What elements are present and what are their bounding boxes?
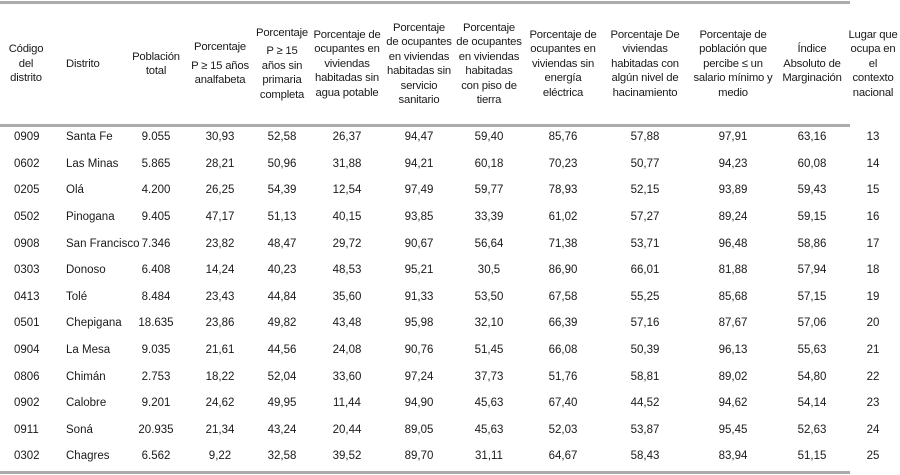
cell-piso-tierra: 45,63 xyxy=(474,397,504,410)
cell-indice: 51,15 xyxy=(797,450,827,463)
cell-indice: 58,86 xyxy=(797,237,827,250)
cell-codigo: 0205 xyxy=(14,184,40,197)
cell-analfabeta: 24,62 xyxy=(205,397,235,410)
cell-analfabeta: 23,82 xyxy=(205,237,235,250)
cell-poblacion: 9.035 xyxy=(141,344,171,357)
cell-poblacion: 9.405 xyxy=(141,211,171,224)
cell-distrito: Donoso xyxy=(66,264,106,277)
cell-lugar: 18 xyxy=(866,264,880,277)
cell-sin-energia: 86,90 xyxy=(548,264,578,277)
cell-salario: 89,24 xyxy=(718,211,748,224)
cell-hacinamiento: 53,87 xyxy=(630,423,660,436)
cell-sin-primaria: 44,84 xyxy=(267,290,297,303)
cell-piso-tierra: 32,10 xyxy=(474,317,504,330)
cell-sin-agua: 20,44 xyxy=(332,423,362,436)
header-sin-energia: Porcentaje de ocupantes en viviendas sin energía eléctrica xyxy=(529,28,597,99)
cell-salario: 89,02 xyxy=(718,370,748,383)
cell-piso-tierra: 53,50 xyxy=(474,290,504,303)
table-row xyxy=(0,390,900,417)
cell-sin-agua: 33,60 xyxy=(332,370,362,383)
cell-hacinamiento: 44,52 xyxy=(630,397,660,410)
cell-piso-tierra: 37,73 xyxy=(474,370,504,383)
cell-sin-agua: 48,53 xyxy=(332,264,362,277)
cell-sin-energia: 66,39 xyxy=(548,317,578,330)
cell-hacinamiento: 50,39 xyxy=(630,344,660,357)
cell-analfabeta: 14,24 xyxy=(205,264,235,277)
cell-poblacion: 4.200 xyxy=(141,184,171,197)
cell-piso-tierra: 56,64 xyxy=(474,237,504,250)
table-row xyxy=(0,363,900,390)
cell-distrito: Pinogana xyxy=(66,211,115,224)
header-codigo: Código del distrito xyxy=(8,43,44,85)
cell-lugar: 23 xyxy=(866,397,880,410)
header-hacinamiento: Porcentaje De viviendas habitadas con algún nivel de hacinamiento xyxy=(610,28,680,99)
cell-sin-sanitario: 90,67 xyxy=(404,237,434,250)
cell-hacinamiento: 52,15 xyxy=(630,184,660,197)
cell-salario: 96,13 xyxy=(718,344,748,357)
table-row xyxy=(0,337,900,364)
cell-distrito: Santa Fe xyxy=(66,131,113,144)
cell-distrito: Chagres xyxy=(66,450,110,463)
cell-poblacion: 9.201 xyxy=(141,397,171,410)
cell-sin-sanitario: 90,76 xyxy=(404,344,434,357)
cell-sin-primaria: 50,96 xyxy=(267,157,297,170)
cell-sin-primaria: 43,24 xyxy=(267,423,297,436)
header-sin-sanitario: Porcentaje de ocupantes en viviendas habitadas sin servicio sanitario xyxy=(386,21,452,106)
cell-sin-energia: 67,58 xyxy=(548,290,578,303)
cell-sin-agua: 29,72 xyxy=(332,237,362,250)
table-row xyxy=(0,443,900,470)
header-poblacion: Población total xyxy=(132,50,180,77)
header-indice: Índice Absoluto de Marginación xyxy=(782,43,842,85)
marginalization-table xyxy=(0,4,900,470)
cell-codigo: 0908 xyxy=(14,237,40,250)
header-row xyxy=(0,4,900,124)
cell-sin-sanitario: 93,85 xyxy=(404,211,434,224)
table-row xyxy=(0,204,900,231)
cell-piso-tierra: 59,40 xyxy=(474,131,504,144)
cell-sin-primaria: 44,56 xyxy=(267,344,297,357)
header-piso-tierra: Porcentaje de ocupantes en viviendas habitadas con piso de tierra xyxy=(456,21,522,106)
cell-sin-energia: 66,08 xyxy=(548,344,578,357)
cell-codigo: 0602 xyxy=(14,157,40,170)
cell-analfabeta: 28,21 xyxy=(205,157,235,170)
cell-piso-tierra: 30,5 xyxy=(477,264,501,277)
cell-sin-energia: 64,67 xyxy=(548,450,578,463)
cell-sin-energia: 51,76 xyxy=(548,370,578,383)
cell-hacinamiento: 66,01 xyxy=(630,264,660,277)
cell-poblacion: 6.562 xyxy=(141,450,171,463)
cell-sin-sanitario: 97,24 xyxy=(404,370,434,383)
cell-sin-primaria: 52,58 xyxy=(267,131,297,144)
cell-piso-tierra: 51,45 xyxy=(474,344,504,357)
cell-distrito: Soná xyxy=(66,423,93,436)
cell-sin-primaria: 51,13 xyxy=(267,211,297,224)
table-row xyxy=(0,257,900,284)
cell-lugar: 25 xyxy=(866,450,880,463)
cell-sin-sanitario: 94,47 xyxy=(404,131,434,144)
cell-indice: 59,15 xyxy=(797,211,827,224)
cell-poblacion: 2.753 xyxy=(141,370,171,383)
cell-sin-sanitario: 95,21 xyxy=(404,264,434,277)
cell-distrito: Chepigana xyxy=(66,317,122,330)
cell-poblacion: 7.346 xyxy=(141,237,171,250)
cell-indice: 52,63 xyxy=(797,423,827,436)
cell-salario: 94,62 xyxy=(718,397,748,410)
cell-indice: 63,16 xyxy=(797,131,827,144)
cell-lugar: 16 xyxy=(866,211,880,224)
cell-lugar: 15 xyxy=(866,184,880,197)
header-distrito: Distrito xyxy=(66,57,100,70)
cell-sin-agua: 24,08 xyxy=(332,344,362,357)
cell-sin-primaria: 32,58 xyxy=(267,450,297,463)
cell-analfabeta: 21,61 xyxy=(205,344,235,357)
cell-sin-energia: 52,03 xyxy=(548,423,578,436)
cell-hacinamiento: 58,81 xyxy=(630,370,660,383)
cell-hacinamiento: 50,77 xyxy=(630,157,660,170)
cell-hacinamiento: 57,88 xyxy=(630,131,660,144)
cell-sin-sanitario: 97,49 xyxy=(404,184,434,197)
cell-sin-sanitario: 89,70 xyxy=(404,450,434,463)
cell-sin-energia: 71,38 xyxy=(548,237,578,250)
cell-indice: 57,15 xyxy=(797,290,827,303)
cell-poblacion: 20.935 xyxy=(138,423,174,436)
cell-hacinamiento: 55,25 xyxy=(630,290,660,303)
cell-analfabeta: 23,43 xyxy=(205,290,235,303)
cell-sin-agua: 12,54 xyxy=(332,184,362,197)
cell-codigo: 0904 xyxy=(14,344,40,357)
table-body xyxy=(0,124,900,470)
cell-poblacion: 6.408 xyxy=(141,264,171,277)
cell-lugar: 20 xyxy=(866,317,880,330)
cell-codigo: 0806 xyxy=(14,370,40,383)
cell-lugar: 24 xyxy=(866,423,880,436)
cell-analfabeta: 30,93 xyxy=(205,131,235,144)
cell-indice: 57,06 xyxy=(797,317,827,330)
cell-hacinamiento: 53,71 xyxy=(630,237,660,250)
cell-salario: 95,45 xyxy=(718,423,748,436)
cell-poblacion: 8.484 xyxy=(141,290,171,303)
cell-codigo: 0302 xyxy=(14,450,40,463)
cell-piso-tierra: 45,63 xyxy=(474,423,504,436)
cell-salario: 87,67 xyxy=(718,317,748,330)
cell-salario: 97,91 xyxy=(718,131,748,144)
cell-lugar: 14 xyxy=(866,157,880,170)
cell-codigo: 0502 xyxy=(14,211,40,224)
cell-salario: 96,48 xyxy=(718,237,748,250)
cell-sin-agua: 40,15 xyxy=(332,211,362,224)
cell-indice: 54,14 xyxy=(797,397,827,410)
header-lugar: Lugar que ocupa en el contexto nacional xyxy=(848,28,898,99)
table-row xyxy=(0,124,900,151)
cell-sin-primaria: 54,39 xyxy=(267,184,297,197)
cell-sin-primaria: 49,95 xyxy=(267,397,297,410)
cell-sin-energia: 85,76 xyxy=(548,131,578,144)
cell-indice: 60,08 xyxy=(797,157,827,170)
cell-indice: 59,43 xyxy=(797,184,827,197)
cell-hacinamiento: 58,43 xyxy=(630,450,660,463)
cell-sin-primaria: 48,47 xyxy=(267,237,297,250)
cell-lugar: 22 xyxy=(866,370,880,383)
cell-poblacion: 5.865 xyxy=(141,157,171,170)
cell-sin-primaria: 40,23 xyxy=(267,264,297,277)
cell-distrito: Calobre xyxy=(66,397,107,410)
cell-distrito: La Mesa xyxy=(66,344,111,357)
cell-codigo: 0501 xyxy=(14,317,40,330)
cell-lugar: 13 xyxy=(866,131,880,144)
cell-distrito: Las Minas xyxy=(66,157,119,170)
cell-codigo: 0413 xyxy=(14,290,40,303)
cell-sin-primaria: 49,82 xyxy=(267,317,297,330)
cell-sin-energia: 61,02 xyxy=(548,211,578,224)
cell-sin-energia: 78,93 xyxy=(548,184,578,197)
cell-analfabeta: 26,25 xyxy=(205,184,235,197)
table-row xyxy=(0,151,900,178)
cell-lugar: 17 xyxy=(866,237,880,250)
table-row xyxy=(0,177,900,204)
cell-codigo: 0902 xyxy=(14,397,40,410)
cell-sin-agua: 31,88 xyxy=(332,157,362,170)
cell-analfabeta: 21,34 xyxy=(205,423,235,436)
cell-sin-agua: 43,48 xyxy=(332,317,362,330)
cell-distrito: San Francisco xyxy=(66,237,140,250)
cell-analfabeta: 47,17 xyxy=(205,211,235,224)
table-row xyxy=(0,230,900,257)
cell-sin-sanitario: 89,05 xyxy=(404,423,434,436)
cell-hacinamiento: 57,16 xyxy=(630,317,660,330)
cell-indice: 57,94 xyxy=(797,264,827,277)
cell-sin-primaria: 52,04 xyxy=(267,370,297,383)
cell-piso-tierra: 60,18 xyxy=(474,157,504,170)
cell-indice: 54,80 xyxy=(797,370,827,383)
cell-sin-agua: 35,60 xyxy=(332,290,362,303)
cell-hacinamiento: 57,27 xyxy=(630,211,660,224)
cell-sin-sanitario: 91,33 xyxy=(404,290,434,303)
cell-analfabeta: 9,22 xyxy=(208,450,232,463)
cell-sin-sanitario: 95,98 xyxy=(404,317,434,330)
cell-salario: 85,68 xyxy=(718,290,748,303)
header-analfabeta: Porcentaje P ≥ 15 años analfabeta xyxy=(191,41,249,87)
cell-codigo: 0909 xyxy=(14,131,40,144)
cell-sin-agua: 26,37 xyxy=(332,131,362,144)
cell-poblacion: 9.055 xyxy=(141,131,171,144)
cell-indice: 55,63 xyxy=(797,344,827,357)
cell-codigo: 0911 xyxy=(14,423,39,436)
table-row xyxy=(0,284,900,311)
header-sin-agua: Porcentaje de ocupantes en viviendas habitadas sin agua potable xyxy=(313,28,381,99)
cell-lugar: 21 xyxy=(866,344,880,357)
cell-piso-tierra: 31,11 xyxy=(475,450,503,463)
cell-sin-energia: 67,40 xyxy=(548,397,578,410)
cell-sin-sanitario: 94,90 xyxy=(404,397,434,410)
table-row xyxy=(0,417,900,444)
cell-salario: 93,89 xyxy=(718,184,748,197)
cell-sin-agua: 11,44 xyxy=(333,397,361,410)
cell-distrito: Chimán xyxy=(66,370,106,383)
cell-salario: 81,88 xyxy=(718,264,748,277)
header-salario: Porcentaje de población que percibe ≤ un salario mínimo y medio xyxy=(693,28,773,99)
cell-piso-tierra: 33,39 xyxy=(474,211,504,224)
cell-distrito: Olá xyxy=(66,184,84,197)
cell-analfabeta: 18,22 xyxy=(205,370,235,383)
cell-sin-sanitario: 94,21 xyxy=(404,157,434,170)
cell-salario: 94,23 xyxy=(718,157,748,170)
cell-sin-energia: 70,23 xyxy=(548,157,578,170)
table-row xyxy=(0,310,900,337)
cell-codigo: 0303 xyxy=(14,264,40,277)
cell-salario: 83,94 xyxy=(718,450,748,463)
cell-poblacion: 18.635 xyxy=(138,317,174,330)
cell-sin-agua: 39,52 xyxy=(332,450,362,463)
cell-piso-tierra: 59,77 xyxy=(474,184,504,197)
header-sin-primaria: Porcentaje P ≥ 15 años sin primaria completa xyxy=(256,26,309,101)
cell-analfabeta: 23,86 xyxy=(205,317,235,330)
table-bottom-rule xyxy=(0,471,850,474)
cell-lugar: 19 xyxy=(866,290,880,303)
cell-distrito: Tolé xyxy=(66,290,88,303)
